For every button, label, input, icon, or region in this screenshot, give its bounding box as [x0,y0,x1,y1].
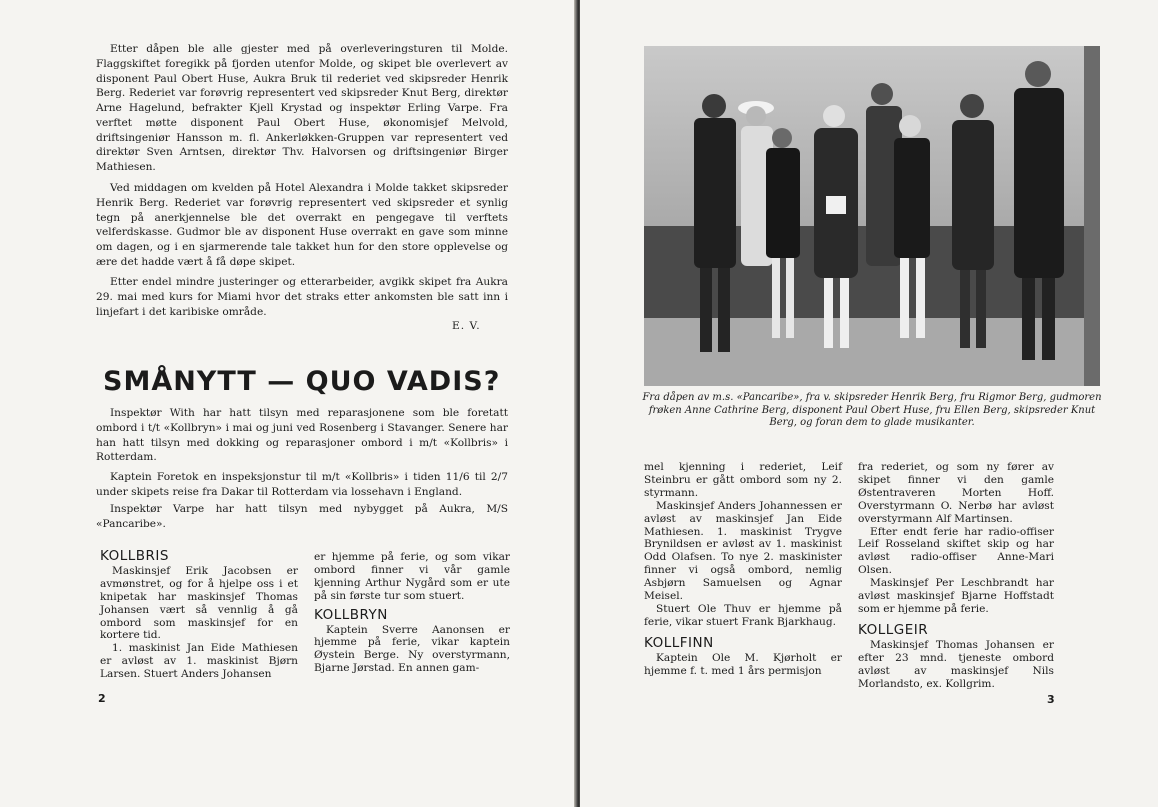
smanytt-paragraph-3: Inspektør Varpe har hatt tilsyn med nybygget på Aukra, M/S «Pancaribe». [96,503,508,530]
left-column-1 [100,550,298,681]
smanytt-paragraph-2: Kaptein Foretok en inspeksjonstur til m/t «Kollbris» i tiden 11/6 til 2/7 under skipets reise fra Dakar til Rotterdam via lossehavn i England. [96,471,508,498]
group-photo [644,46,1100,386]
heading-kollbris: KOLLBRIS [100,548,169,564]
kollgeir-paragraph-1: Maskinsjef Thomas Johansen er efter 23 mnd. tjeneste ombord avløst av maskinsjef Nils Morlandsto, ex. Kollgrim. [858,638,1054,690]
article-paragraph-3: Etter endel mindre justeringer og etterarbeider, avgikk skipet fra Aukra 29. mai med kurs for Miami hvor det straks etter ankomsten ble satt inn i linjefart i det karibiske område. [96,276,508,318]
left-page [0,0,578,807]
kollbryn-continued: mel kjenning i rederiet, Leif Steinbru er gått ombord som ny 2. styrmann. [644,461,842,499]
kollfinn-paragraph-1: Kaptein Ole M. Kjørholt er hjemme f. t. med 1 års permisjon [644,651,842,677]
right-column-2 [858,461,1054,690]
heading-kollbryn: KOLLBRYN [314,606,388,623]
page-number-right: 3 [1047,693,1055,706]
left-column-2 [314,551,510,675]
photo-caption: Fra dåpen av m.s. «Pancaribe», fra v. skipsreder Henrik Berg, fru Rigmor Berg, gudmoren frøken Anne Cathrine Berg, disponent Paul Obert Huse, fru Ellen Berg, skipsreder Knut Berg, og foran dem to glade musikanter. [642,392,1102,429]
kollbris-paragraph-1: Maskinsjef Erik Jacobsen er avmønstret, og for å hjelpe oss i et knipetak har maskinsjef Thomas Johansen vært så vennlig å gå ombord som maskinsjef for en kortere tid. [100,564,298,642]
right-page [580,0,1158,807]
article-paragraph-1: Etter dåpen ble alle gjester med på overleveringsturen til Molde. Flaggskiftet foregikk på fjorden utenfor Molde, og skipet ble overlevert av disponent Paul Obert Huse, Aukra Bruk til rederiet ved skipsreder Henrik Berg. Rederiet var forøvrig representert ved skipsreder Knut Berg, direktør Arne Hagelund, befrakter Kjell Krystad og inspektør Erling Varpe. Fra verftet møtte disponent Paul Obert Huse, økonomisjef Melvold, driftsingeniør Hansson m. fl. Ankerløkken-Gruppen var representert ved direktør Sven Arntsen, direktør Thv. Halvorsen og driftsingeniør Birger Mathiesen. [96,43,508,173]
smanytt-paragraph-1: Inspektør With har hatt tilsyn med reparasjonene som ble foretatt ombord i t/t «Kollbryn» i mai og juni ved Rosenberg i Stavanger. Senere har han hatt tilsyn med dokking og reparasjoner ombord i m/t «Kollbris» i Rotterdam. [96,407,508,464]
kollfinn-continued: fra rederiet, og som ny fører av skipet finner vi den gamle Østentraveren Morten Hoff. Overstyrmann O. Nerbø har avløst overstyrmann Alf Martinsen. [858,461,1054,525]
group-photo-illustration [644,46,1100,386]
kollbryn-paragraph-3: Stuert Ole Thuv er hjemme på ferie, vikar stuert Frank Bjarkhaug. [644,602,842,628]
kollfinn-paragraph-3: Maskinsjef Per Leschbrandt har avløst maskinsjef Bjarne Hoffstadt som er hjemme på ferie. [858,577,1054,615]
page-number-left: 2 [98,692,106,705]
section-title: SMÅNYTT — QUO VADIS? [103,366,501,397]
article-signature: E. V. [452,320,481,332]
kollbryn-paragraph-1: Kaptein Sverre Aanonsen er hjemme på ferie, vikar kaptein Øystein Berge. Ny overstyrmann, Bjarne Jørstad. En annen gam- [314,623,510,675]
kollbryn-paragraph-2: Maskinsjef Anders Johannessen er avløst av maskinsjef Jan Eide Mathiesen. 1. maskinist Trygve Brynildsen er avløst av 1. maskinist Odd Olafsen. To nye 2. maskinister finner vi også ombord, nemlig Asbjørn Samuelsen og Agnar Meisel. [644,499,842,603]
kollfinn-paragraph-2: Efter endt ferie har radio-offiser Leif Rosseland skiftet skip og har avløst radio-offiser Anne-Mari Olsen. [858,525,1054,577]
heading-kollgeir: KOLLGEIR [858,621,929,638]
kollbris-continued: er hjemme på ferie, og som vikar ombord finner vi vår gamle kjenning Arthur Nygård som er ute på sin første tur som stuert. [314,551,510,602]
article-paragraph-2: Ved middagen om kvelden på Hotel Alexandra i Molde takket skipsreder Henrik Berg. Rederiet var forøvrig representert ved skipsreder et synlig tegn på anerkjennelse ble det overrakt en pengegave til verftets velferdskasse. Gudmor ble av disponent Huse overrakt en gave som minne om dagen, og i en sjarmerende tale takket hun for den store opplevelse og ære det hadde vært å få døpe skipet. [96,182,508,268]
right-column-1 [644,461,842,678]
heading-kollfinn: KOLLFINN [644,634,714,651]
kollbris-paragraph-2: 1. maskinist Jan Eide Mathiesen er avløst av 1. maskinist Bjørn Larsen. Stuert Anders Johansen [100,642,298,681]
